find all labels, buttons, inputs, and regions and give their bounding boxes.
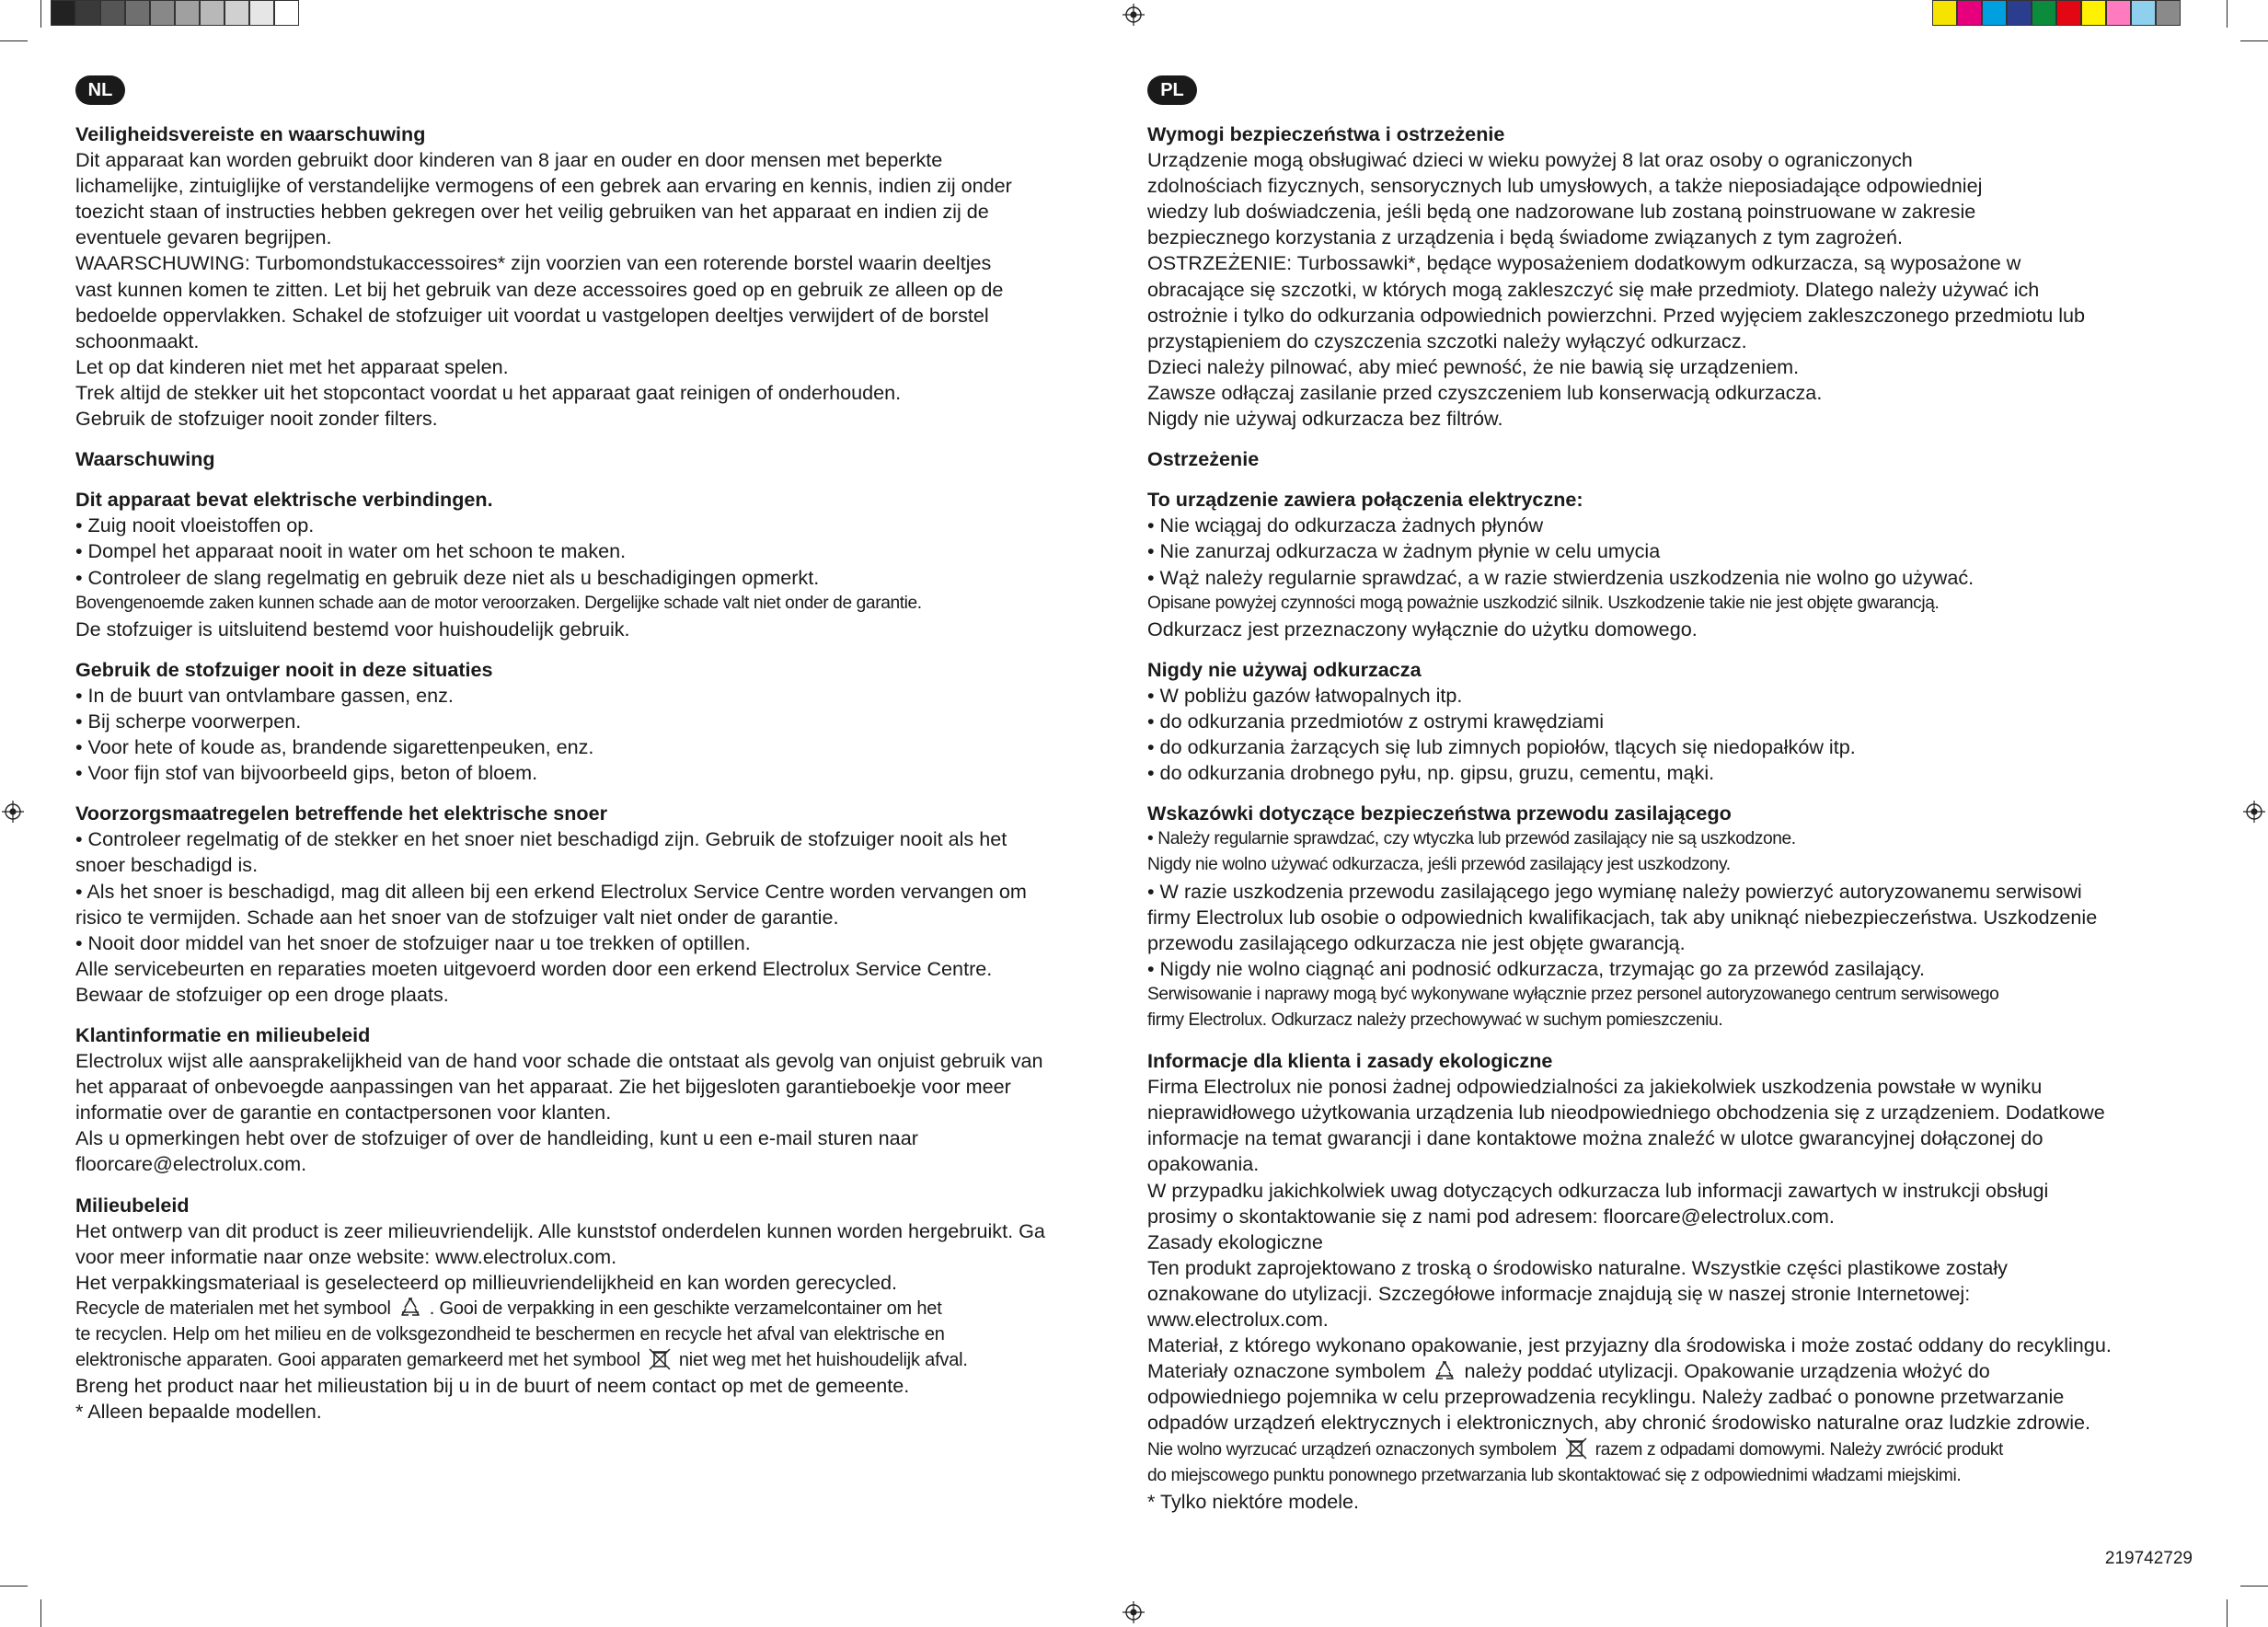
text-line: toezicht staan of instructies hebben gekregen over het veilig gebruiken van het apparaat en indien zij de <box>75 200 989 224</box>
text-line: odpowiedniego pojemnika w celu przeprowadzenia recyklingu. Należy zadbać o ponowne przetwarzanie <box>1147 1385 2065 1409</box>
crop-mark <box>40 0 41 28</box>
section-heading: Voorzorgsmaatregelen betreffende het elektrische snoer <box>75 802 608 825</box>
text-line: • Voor fijn stof van bijvoorbeeld gips, beton of bloem. <box>75 761 538 785</box>
text-line: Electrolux wijst alle aansprakelijkheid van de hand voor schade die ontstaat als gevolg van onjuist gebruik van <box>75 1049 1043 1073</box>
pl-warning-section <box>1147 446 2205 472</box>
text-line: firmy Electrolux. Odkurzacz należy przechowywać w suchym pomieszczeniu. <box>1147 1010 1723 1030</box>
text-line: het apparaat of onbevoegde aanpassingen van het apparaat. Zie het bijgesloten garantieboekje voor meer <box>75 1075 1011 1099</box>
text-line: Trek altijd de stekker uit het stopcontact voordat u het apparaat gaat reinigen of onderhouden. <box>75 380 902 404</box>
text-fragment: . Gooi de verpakking in een geschikte verzamelcontainer om het <box>429 1298 942 1319</box>
crossed-bin-icon <box>646 1347 673 1369</box>
crossed-bin-icon <box>1562 1437 1590 1459</box>
text-fragment: elektronische apparaten. Gooi apparaten gemarkeerd met het symbool <box>75 1350 640 1371</box>
text-line: Nigdy nie wolno używać odkurzacza, jeśli przewód zasilający jest uszkodzony. <box>1147 855 1731 875</box>
section-heading: To urządzenie zawiera połączenia elektryczne: <box>1147 488 1583 512</box>
text-line: www.electrolux.com. <box>1147 1308 1329 1332</box>
text-line: OSTRZEŻENIE: Turbossawki*, będące wyposażeniem dodatkowym odkurzacza, są wyposażone w <box>1147 251 2021 275</box>
text-line: lichamelijke, zintuiglijke of verstandelijke vermogens of een gebrek aan ervaring en kennis, indien zij onder <box>75 174 1012 198</box>
text-line: Opisane powyżej czynności mogą poważnie uszkodzić silnik. Uszkodzenie takie nie jest objęte gwarancją. <box>1147 593 1940 613</box>
nl-customer-section <box>75 1022 1175 1178</box>
text-line: Nigdy nie używaj odkurzacza bez filtrów. <box>1147 407 1503 431</box>
text-line: • do odkurzania drobnego pyłu, np. gipsu, gruzu, cementu, mąki. <box>1147 761 1715 785</box>
text-line: • Als het snoer is beschadigd, mag dit alleen bij een erkend Electrolux Service Centre worden vervangen om <box>75 879 1027 903</box>
text-line: informatie over de garantie en contactpersonen voor klanten. <box>75 1101 612 1125</box>
crop-mark <box>2227 0 2228 28</box>
text-line: • Nie zanurzaj odkurzacza w żadnym płynie w celu umycia <box>1147 539 1661 563</box>
text-line: eventuele gevaren begrijpen. <box>75 225 332 249</box>
text-line: snoer beschadigd is. <box>75 853 259 877</box>
text-line: risico te vermijden. Schade aan het snoer van de stofzuiger valt niet onder de garantie. <box>75 905 839 929</box>
color-swatch <box>175 0 200 26</box>
text-line: przystąpieniem do czyszczenia szczotki należy wyłączyć odkurzacz. <box>1147 329 1747 352</box>
text-line: bedoelde oppervlakken. Schakel de stofzuiger uit voordat u vastgelopen deeltjes verwijdert of de borstel <box>75 303 989 327</box>
text-line: nieprawidłowego użytkowania urządzenia lub nieodpowiedniego obchodzenia się z urządzeniem. Dodatkowe <box>1147 1101 2105 1125</box>
text-line: • do odkurzania przedmiotów z ostrymi krawędziami <box>1147 709 1605 733</box>
pl-never-section <box>1147 657 2205 786</box>
color-swatch <box>200 0 224 26</box>
text-line: Materiał, z którego wykonano opakowanie, jest przyjazny dla środowiska i może zostać oddany do recyklingu. <box>1147 1333 2112 1357</box>
section-heading: Wymogi bezpieczeństwa i ostrzeżenie <box>1147 122 1505 145</box>
color-swatch <box>249 0 274 26</box>
text-line: wiedzy lub doświadczenia, jeśli będą one nadzorowane lub zostaną poinstruowane w zakresie <box>1147 200 1976 224</box>
color-swatch <box>2007 0 2032 26</box>
text-fragment: należy poddać utylizacji. Opakowanie urządzenia włożyć do <box>1464 1359 1990 1383</box>
text-fragment: niet weg met het huishoudelijk afval. <box>678 1350 968 1371</box>
section-heading: Milieubeleid <box>75 1193 190 1217</box>
nl-warning-section <box>75 446 1175 472</box>
text-line: • Należy regularnie sprawdzać, czy wtyczka lub przewód zasilający nie są uszkodzone. <box>1147 829 1796 849</box>
text-line: • do odkurzania żarzących się lub zimnych popiołów, tlących się niedopałków itp. <box>1147 735 1856 759</box>
text-line: obracające się szczotki, w których mogą zakleszczyć się małe przedmioty. Dlatego należy używać ich <box>1147 277 2040 301</box>
text-fragment: razem z odpadami domowymi. Należy zwrócić produkt <box>1595 1439 2003 1460</box>
nl-cord-section <box>75 801 1175 1008</box>
text-line: zdolnościach fizycznych, sensorycznych lub umysłowych, a także nieposiadające odpowiedniej <box>1147 174 1983 198</box>
text-line: do miejscowego punktu ponownego przetwarzania lub skontaktować się z odpowiednimi władzami miejskimi. <box>1147 1465 1962 1485</box>
text-line: De stofzuiger is uitsluitend bestemd voor huishoudelijk gebruik. <box>75 617 630 640</box>
section-heading: Ostrzeżenie <box>1147 447 1260 471</box>
text-line: bezpiecznego korzystania z urządzenia i będą świadome związanych z tym zagrożeń. <box>1147 225 1903 249</box>
color-swatch <box>1957 0 1982 26</box>
text-line <box>75 1296 1175 1321</box>
crop-mark <box>0 1586 28 1587</box>
text-fragment: Recycle de materialen met het symbool <box>75 1298 391 1319</box>
nl-column <box>75 75 1175 1439</box>
text-line: * Alleen bepaalde modellen. <box>75 1400 322 1424</box>
section-heading: Waarschuwing <box>75 447 215 471</box>
crop-mark <box>2240 1586 2268 1587</box>
color-swatch <box>2156 0 2181 26</box>
text-line: Dit apparaat kan worden gebruikt door kinderen van 8 jaar en ouder en door mensen met beperkte <box>75 148 943 172</box>
text-line: Firma Electrolux nie ponosi żadnej odpowiedzialności za jakiekolwiek uszkodzenia powstałe w wyniku <box>1147 1075 2043 1099</box>
text-line: • Zuig nooit vloeistoffen op. <box>75 513 315 537</box>
text-fragment: Nie wolno wyrzucać urządzeń oznaczonych symbolem <box>1147 1439 1557 1460</box>
text-line: firmy Electrolux lub osobie o odpowiednich kwalifikacjach, tak aby uniknąć niebezpieczeństwa. Uszkodzenie <box>1147 905 2098 929</box>
text-line: • Bij scherpe voorwerpen. <box>75 709 302 733</box>
text-line: Odkurzacz jest przeznaczony wyłącznie do użytku domowego. <box>1147 617 1698 640</box>
section-heading: Nigdy nie używaj odkurzacza <box>1147 657 1422 681</box>
text-line: informacje na temat gwarancji i dane kontaktowe można znaleźć w ulotce gwarancyjnej dołączonej do <box>1147 1126 2044 1150</box>
section-heading: Wskazówki dotyczące bezpieczeństwa przewodu zasilającego <box>1147 802 1732 825</box>
nl-never-section <box>75 657 1175 786</box>
text-line: Bovengenoemde zaken kunnen schade aan de motor veroorzaken. Dergelijke schade valt niet onder de garantie. <box>75 593 922 613</box>
text-line: Zasady ekologiczne <box>1147 1229 1323 1253</box>
color-swatch <box>150 0 175 26</box>
pl-customer-section <box>1147 1048 2205 1515</box>
color-swatch <box>2081 0 2106 26</box>
section-heading: Informacje dla klienta i zasady ekologiczne <box>1147 1049 1553 1073</box>
text-line: vast kunnen komen te zitten. Let bij het gebruik van deze accessoires goed op en gebruik ze alleen op de <box>75 277 1004 301</box>
text-line: ostrożnie i tylko do odkurzania odpowiednich powierzchni. Przed wyjęciem zakleszczonego przedmiotu lub <box>1147 303 2086 327</box>
text-line: • W pobliżu gazów łatwopalnych itp. <box>1147 683 1463 707</box>
text-line: • Nigdy nie wolno ciągnąć ani podnosić odkurzacza, trzymając go za przewód zasilający. <box>1147 956 1925 980</box>
text-line: opakowania. <box>1147 1152 1260 1176</box>
text-line <box>1147 1437 2205 1463</box>
registration-mark-icon <box>2243 801 2265 823</box>
text-line: Bewaar de stofzuiger op een droge plaats. <box>75 982 449 1006</box>
color-swatch <box>75 0 100 26</box>
text-line: WAARSCHUWING: Turbomondstukaccessoires* zijn voorzien van een roterende borstel waarin deeltjes <box>75 251 992 275</box>
color-swatch <box>2032 0 2056 26</box>
color-swatch <box>2106 0 2131 26</box>
text-line: • Nooit door middel van het snoer de stofzuiger naar u toe trekken of optillen. <box>75 930 751 954</box>
recycle-icon <box>397 1296 424 1318</box>
text-line <box>75 1347 1175 1373</box>
section-heading: Veiligheidsvereiste en waarschuwing <box>75 122 426 145</box>
text-line: Let op dat kinderen niet met het apparaat spelen. <box>75 354 509 378</box>
text-line: odpadów urządzeń elektrycznych i elektronicznych, aby chronić środowisko naturalne oraz ludzkie zdrowie. <box>1147 1411 2091 1435</box>
text-line: • Voor hete of koude as, brandende sigarettenpeuken, enz. <box>75 735 594 759</box>
text-line: voor meer informatie naar onze website: www.electrolux.com. <box>75 1244 617 1268</box>
text-line: Als u opmerkingen hebt over de stofzuiger of over de handleiding, kunt u een e-mail sturen naar <box>75 1126 918 1150</box>
text-line <box>1147 1358 2205 1384</box>
color-swatch <box>1982 0 2007 26</box>
pl-cord-section <box>1147 801 2205 1033</box>
color-swatch <box>51 0 75 26</box>
text-line: • W razie uszkodzenia przewodu zasilającego jego wymianę należy powierzyć autoryzowanemu serwisowi <box>1147 879 2082 903</box>
text-line: Breng het product naar het milieustation bij u in de buurt of neem contact op met de gemeente. <box>75 1374 910 1398</box>
text-line: Zawsze odłączaj zasilanie przed czyszczeniem lub konserwacją odkurzacza. <box>1147 380 1823 404</box>
text-line: te recyclen. Help om het milieu en de volksgezondheid te beschermen en recycle het afval van elektrische en <box>75 1324 945 1345</box>
color-swatch <box>100 0 125 26</box>
recycle-icon <box>1431 1359 1458 1381</box>
text-line: Urządzenie mogą obsługiwać dzieci w wieku powyżej 8 lat oraz osoby o ograniczonych <box>1147 148 1913 172</box>
grayscale-swatch-strip <box>51 0 299 28</box>
color-swatch <box>125 0 150 26</box>
text-line: • Wąż należy regularnie sprawdzać, a w razie stwierdzenia uszkodzenia nie wolno go używać. <box>1147 565 1974 589</box>
crop-mark <box>2227 1599 2228 1627</box>
text-line: Het verpakkingsmateriaal is geselecteerd op millieuvriendelijkheid en kan worden gerecycled. <box>75 1270 898 1294</box>
pl-electric-section <box>1147 487 2205 642</box>
text-line: floorcare@electrolux.com. <box>75 1152 307 1176</box>
text-line: schoonmaakt. <box>75 329 200 352</box>
registration-mark-icon <box>1122 1601 1145 1623</box>
text-line: prosimy o skontaktowanie się z nami pod adresem: floorcare@electrolux.com. <box>1147 1204 1835 1228</box>
crop-mark <box>40 1599 41 1627</box>
text-line: • In de buurt van ontvlambare gassen, enz. <box>75 683 454 707</box>
text-line: Gebruik de stofzuiger nooit zonder filters. <box>75 407 438 431</box>
text-line: Ten produkt zaprojektowano z troską o środowisko naturalne. Wszystkie części plastikowe zostały <box>1147 1255 2008 1279</box>
text-line: Serwisowanie i naprawy mogą być wykonywane wyłącznie przez personel autoryzowanego centrum serwisowego <box>1147 984 1999 1004</box>
text-line: oznakowane do utylizacji. Szczegółowe informacje znajdują się w naszej stronie Internetowej: <box>1147 1281 1971 1305</box>
nl-electric-section <box>75 487 1175 642</box>
text-line: Het ontwerp van dit product is zeer milieuvriendelijk. Alle kunststof onderdelen kunnen worden hergebruikt. Ga <box>75 1218 1045 1242</box>
text-line: W przypadku jakichkolwiek uwag dotyczących odkurzacza lub informacji zawartych w instrukcji obsługi <box>1147 1178 2049 1202</box>
crop-mark <box>0 40 28 41</box>
language-badge-nl: NL <box>75 75 125 105</box>
crop-mark <box>2240 40 2268 41</box>
color-swatch <box>224 0 249 26</box>
color-swatch <box>2056 0 2081 26</box>
pl-column <box>1147 75 2205 1529</box>
registration-mark-icon <box>1122 4 1145 26</box>
section-heading: Dit apparaat bevat elektrische verbindingen. <box>75 488 493 512</box>
color-swatch <box>274 0 299 26</box>
text-line: Alle servicebeurten en reparaties moeten uitgevoerd worden door een erkend Electrolux Service Centre. <box>75 956 993 980</box>
section-heading: Gebruik de stofzuiger nooit in deze situaties <box>75 657 493 681</box>
color-swatch <box>1932 0 1957 26</box>
document-code: 219742729 <box>2104 1549 2193 1568</box>
language-badge-pl: PL <box>1147 75 1197 105</box>
registration-mark-icon <box>2 801 24 823</box>
text-line: * Tylko niektóre modele. <box>1147 1489 1360 1513</box>
text-line: • Controleer de slang regelmatig en gebruik deze niet als u beschadigingen opmerkt. <box>75 565 820 589</box>
text-line: Dzieci należy pilnować, aby mieć pewność, że nie bawią się urządzeniem. <box>1147 354 1800 378</box>
color-swatch-strip <box>1932 0 2181 28</box>
text-line: • Nie wciągaj do odkurzacza żadnych płynów <box>1147 513 1544 537</box>
text-fragment: Materiały oznaczone symbolem <box>1147 1359 1426 1383</box>
color-swatch <box>2131 0 2156 26</box>
section-heading: Klantinformatie en milieubeleid <box>75 1023 371 1046</box>
nl-environment-section <box>75 1193 1175 1425</box>
nl-safety-section <box>75 121 1175 432</box>
text-line: przewodu zasilającego odkurzacza nie jest objęte gwarancją. <box>1147 930 1686 954</box>
text-line: • Dompel het apparaat nooit in water om het schoon te maken. <box>75 539 627 563</box>
text-line: • Controleer regelmatig of de stekker en het snoer niet beschadigd zijn. Gebruik de stofzuiger nooit als het <box>75 827 1007 851</box>
pl-safety-section <box>1147 121 2205 432</box>
